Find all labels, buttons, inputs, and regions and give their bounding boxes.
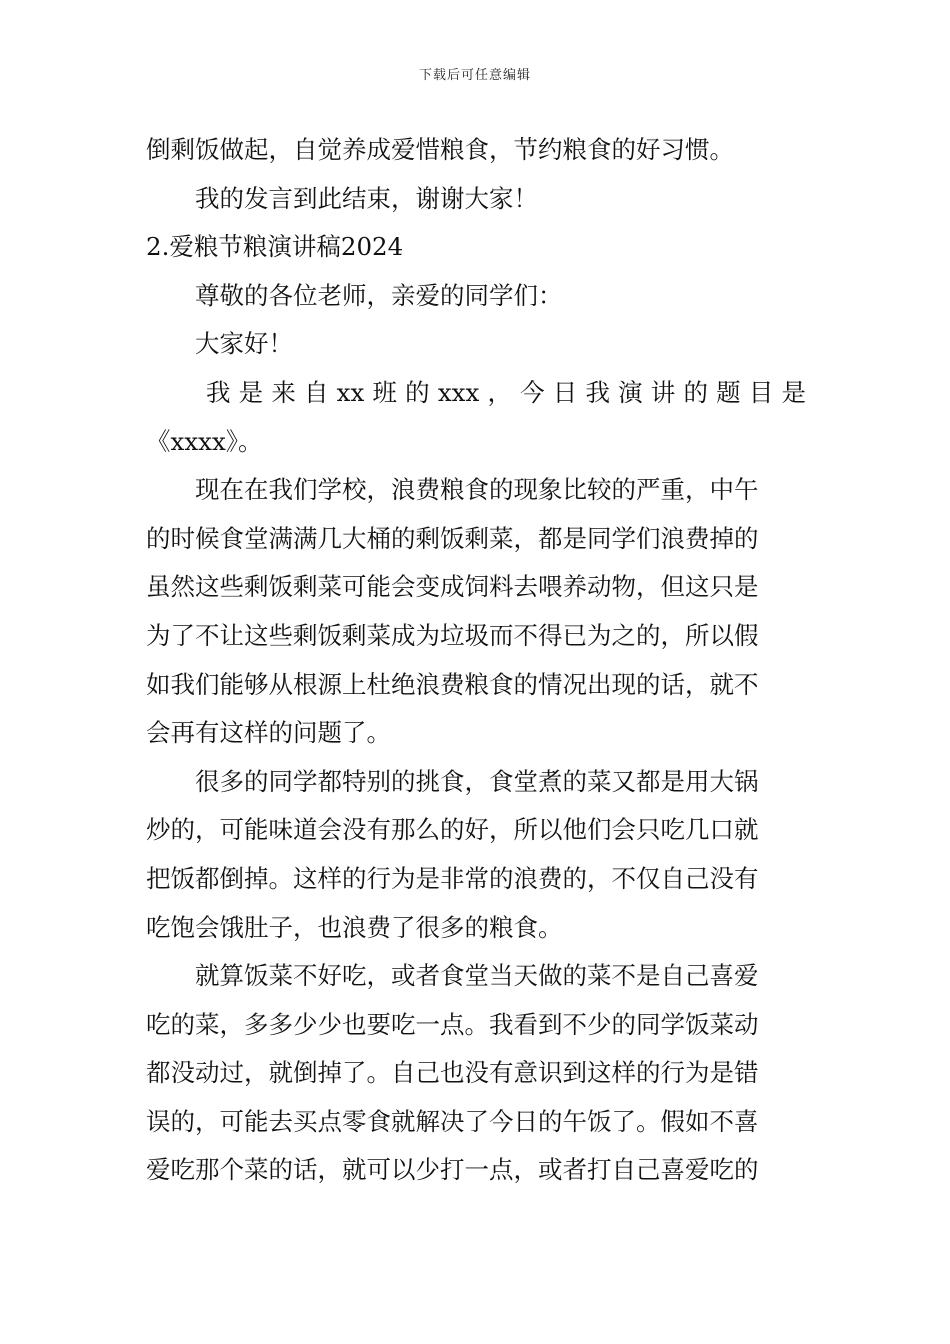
paragraph-line: 爱吃那个菜的话，就可以少打一点，或者打自己喜爱吃的 bbox=[146, 1155, 759, 1185]
document-body bbox=[146, 126, 806, 1195]
paragraph-line: 为了不让这些剩饭剩菜成为垃圾而不得已为之的，所以假 bbox=[146, 620, 759, 650]
paragraph-line: 很多的同学都特别的挑食，食堂煮的菜又都是用大锅 bbox=[195, 766, 759, 796]
paragraph-line: 吃饱会饿肚子，也浪费了很多的粮食。 bbox=[146, 912, 563, 942]
paragraph-line: 我的发言到此结束，谢谢大家！ bbox=[195, 183, 538, 213]
paragraph-line: 吃的菜，多多少少也要吃一点。我看到不少的同学饭菜动 bbox=[146, 1009, 759, 1039]
paragraph-line: 炒的，可能味道会没有那么的好，所以他们会只吃几口就 bbox=[146, 815, 759, 845]
salutation-line: 尊敬的各位老师，亲爱的同学们： bbox=[195, 280, 563, 310]
paragraph-line: 把饭都倒掉。这样的行为是非常的浪费的，不仅自己没有 bbox=[146, 863, 759, 893]
paragraph-line: 误的，可能去买点零食就解决了今日的午饭了。假如不喜 bbox=[146, 1106, 759, 1136]
paragraph-line: 的时候食堂满满几大桶的剩饭剩菜，都是同学们浪费掉的 bbox=[146, 523, 759, 553]
paragraph-line: 会再有这样的问题了。 bbox=[146, 718, 391, 748]
paragraph-line: 虽然这些剩饭剩菜可能会变成饲料去喂养动物，但这只是 bbox=[146, 572, 759, 602]
paragraph-line: 都没动过，就倒掉了。自己也没有意识到这样的行为是错 bbox=[146, 1058, 759, 1088]
page-header: 下载后可任意编辑 bbox=[418, 68, 531, 83]
paragraph-line: 如我们能够从根源上杜绝浪费粮食的情况出现的话，就不 bbox=[146, 669, 759, 699]
section-heading: 2.爱粮节粮演讲稿2024 bbox=[146, 232, 404, 262]
greeting-line: 大家好！ bbox=[195, 329, 293, 359]
paragraph-line: 就算饭菜不好吃，或者食堂当天做的菜不是自己喜爱 bbox=[195, 961, 759, 991]
paragraph-line: 现在在我们学校，浪费粮食的现象比较的严重，中午 bbox=[195, 475, 759, 505]
paragraph-line: 倒剩饭做起，自觉养成爱惜粮食，节约粮食的好习惯。 bbox=[146, 135, 734, 164]
paragraph-line: 《xxxx》。 bbox=[146, 426, 263, 456]
paragraph-line: 我是来自xx班的xxx，今日我演讲的题目是 bbox=[206, 377, 806, 407]
